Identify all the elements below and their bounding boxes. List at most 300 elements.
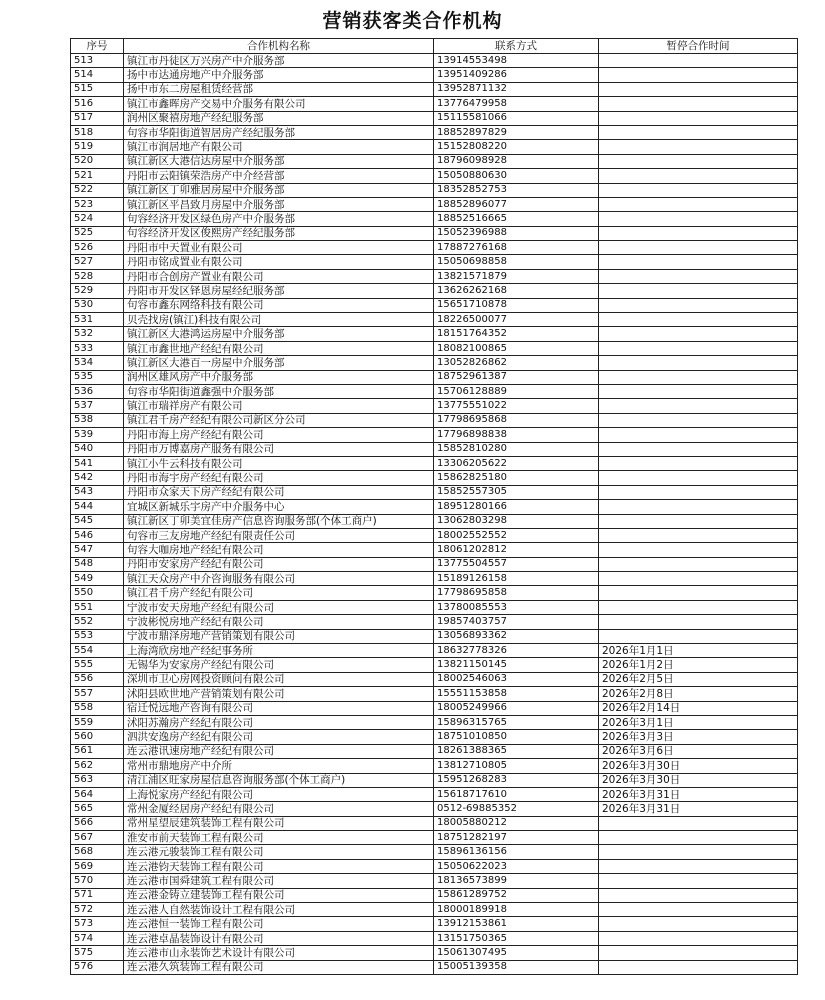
- cell-suspend-date: [599, 284, 798, 298]
- cell-contact: 15706128889: [434, 384, 599, 398]
- cell-contact: 18632778326: [434, 644, 599, 658]
- cell-index: 548: [71, 557, 124, 571]
- table-row: [71, 54, 798, 68]
- cell-org-name: 丹阳市合创房产置业有限公司: [124, 269, 434, 283]
- table-row: [71, 874, 798, 888]
- cell-suspend-date: [599, 931, 798, 945]
- cell-org-name: 宿迁悦远地产咨询有限公司: [124, 701, 434, 715]
- cell-contact: 18751010850: [434, 730, 599, 744]
- cell-org-name: 连云港卓晶装饰设计有限公司: [124, 931, 434, 945]
- cell-suspend-date: 2026年3月30日: [599, 773, 798, 787]
- cell-suspend-date: [599, 528, 798, 542]
- cell-org-name: 句容经济开发区绿色房产中介服务部: [124, 212, 434, 226]
- cell-index: 569: [71, 859, 124, 873]
- table-row: [71, 413, 798, 427]
- cell-suspend-date: [599, 615, 798, 629]
- cell-index: 566: [71, 816, 124, 830]
- cell-index: 513: [71, 54, 124, 68]
- cell-index: 534: [71, 356, 124, 370]
- cell-suspend-date: 2026年3月6日: [599, 744, 798, 758]
- cell-suspend-date: [599, 341, 798, 355]
- cell-org-name: 丹阳市开发区铎恩房屋经纪服务部: [124, 284, 434, 298]
- cell-suspend-date: 2026年2月14日: [599, 701, 798, 715]
- cell-index: 551: [71, 600, 124, 614]
- cell-org-name: 句容市三友房地产经纪有限责任公司: [124, 528, 434, 542]
- table-row: [71, 831, 798, 845]
- cell-org-name: 丹阳市中天置业有限公司: [124, 241, 434, 255]
- table-row: [71, 68, 798, 82]
- cell-index: 527: [71, 255, 124, 269]
- cell-suspend-date: [599, 298, 798, 312]
- cell-contact: 15861289752: [434, 888, 599, 902]
- cell-index: 565: [71, 802, 124, 816]
- table-row: [71, 557, 798, 571]
- table-row: [71, 399, 798, 413]
- cell-index: 573: [71, 917, 124, 931]
- cell-org-name: 连云港钧天装饰工程有限公司: [124, 859, 434, 873]
- cell-org-name: 丹阳市铭成置业有限公司: [124, 255, 434, 269]
- table-row: [71, 572, 798, 586]
- cell-suspend-date: [599, 111, 798, 125]
- cell-suspend-date: [599, 543, 798, 557]
- cell-org-name: 连云港讯速房地产经纪有限公司: [124, 744, 434, 758]
- cell-org-name: 镇江新区大港百一房屋中介服务部: [124, 356, 434, 370]
- cell-contact: 13052826862: [434, 356, 599, 370]
- cell-contact: 13780085553: [434, 600, 599, 614]
- cell-org-name: 扬中市达通房地产中介服务部: [124, 68, 434, 82]
- cell-index: 557: [71, 687, 124, 701]
- cell-contact: 17798695858: [434, 586, 599, 600]
- cell-suspend-date: [599, 874, 798, 888]
- table-row: [71, 644, 798, 658]
- cell-suspend-date: [599, 888, 798, 902]
- table-row: [71, 97, 798, 111]
- cell-suspend-date: [599, 514, 798, 528]
- cell-contact: 15896315765: [434, 715, 599, 729]
- cell-contact: 13951409286: [434, 68, 599, 82]
- cell-contact: 13306205622: [434, 456, 599, 470]
- cell-contact: 15052396988: [434, 226, 599, 240]
- cell-contact: 13151750365: [434, 931, 599, 945]
- cell-suspend-date: [599, 428, 798, 442]
- cell-index: 543: [71, 485, 124, 499]
- cell-contact: 15050622023: [434, 859, 599, 873]
- cell-contact: 18352852753: [434, 183, 599, 197]
- cell-index: 553: [71, 629, 124, 643]
- cell-suspend-date: [599, 859, 798, 873]
- table-row: [71, 672, 798, 686]
- cell-index: 564: [71, 787, 124, 801]
- cell-suspend-date: [599, 629, 798, 643]
- cell-index: 531: [71, 313, 124, 327]
- cell-suspend-date: [599, 255, 798, 269]
- cell-index: 525: [71, 226, 124, 240]
- cell-index: 544: [71, 500, 124, 514]
- cell-suspend-date: [599, 831, 798, 845]
- cell-org-name: 丹阳市安家房产经纪有限公司: [124, 557, 434, 571]
- cell-org-name: 泗洪安逸房产经纪有限公司: [124, 730, 434, 744]
- cell-contact: 13821150145: [434, 658, 599, 672]
- table-row: [71, 111, 798, 125]
- cell-index: 558: [71, 701, 124, 715]
- cell-index: 555: [71, 658, 124, 672]
- cell-index: 520: [71, 154, 124, 168]
- table-row: [71, 859, 798, 873]
- cell-org-name: 深圳市卫心房网投资顾问有限公司: [124, 672, 434, 686]
- cell-index: 547: [71, 543, 124, 557]
- cell-contact: 13775504557: [434, 557, 599, 571]
- cell-org-name: 沭阳苏瀚房产经纪有限公司: [124, 715, 434, 729]
- cell-org-name: 镇江君千房产经纪有限公司新区分公司: [124, 413, 434, 427]
- cell-contact: 15852810280: [434, 442, 599, 456]
- cell-suspend-date: [599, 140, 798, 154]
- cell-contact: 18136573899: [434, 874, 599, 888]
- cell-contact: 13821571879: [434, 269, 599, 283]
- cell-index: 574: [71, 931, 124, 945]
- cell-suspend-date: [599, 370, 798, 384]
- cell-suspend-date: [599, 212, 798, 226]
- table-row: [71, 82, 798, 96]
- cell-suspend-date: [599, 169, 798, 183]
- table-row: [71, 701, 798, 715]
- table-row: [71, 384, 798, 398]
- cell-org-name: 贝壳找房(镇江)科技有限公司: [124, 313, 434, 327]
- cell-org-name: 句容市鑫东网络科技有限公司: [124, 298, 434, 312]
- cell-index: 518: [71, 125, 124, 139]
- cell-index: 576: [71, 960, 124, 974]
- cell-contact: 15050880630: [434, 169, 599, 183]
- cell-suspend-date: 2026年3月1日: [599, 715, 798, 729]
- cell-org-name: 常州星望辰建筑装饰工程有限公司: [124, 816, 434, 830]
- cell-contact: 18796098928: [434, 154, 599, 168]
- cell-contact: 13626262168: [434, 284, 599, 298]
- cell-contact: 17798695868: [434, 413, 599, 427]
- table-row: [71, 744, 798, 758]
- table-row: [71, 615, 798, 629]
- cell-org-name: 镇江新区平昌致月房屋中介服务部: [124, 197, 434, 211]
- cell-suspend-date: 2026年3月3日: [599, 730, 798, 744]
- cell-index: 549: [71, 572, 124, 586]
- cell-org-name: 扬中市东二房屋租赁经营部: [124, 82, 434, 96]
- cell-suspend-date: [599, 500, 798, 514]
- cell-contact: 15896136156: [434, 845, 599, 859]
- cell-contact: 13062803298: [434, 514, 599, 528]
- cell-index: 536: [71, 384, 124, 398]
- cell-suspend-date: [599, 97, 798, 111]
- cell-contact: 13812710805: [434, 759, 599, 773]
- cell-index: 560: [71, 730, 124, 744]
- cell-index: 563: [71, 773, 124, 787]
- cell-org-name: 常州金厦经居房产经纪有限公司: [124, 802, 434, 816]
- cell-index: 526: [71, 241, 124, 255]
- cell-suspend-date: [599, 384, 798, 398]
- cell-index: 541: [71, 456, 124, 470]
- table-row: [71, 456, 798, 470]
- cell-contact: 17796898838: [434, 428, 599, 442]
- cell-suspend-date: [599, 197, 798, 211]
- cell-org-name: 镇江天众房产中介咨询服务有限公司: [124, 572, 434, 586]
- cell-org-name: 润州区聚禧房地产经纪服务部: [124, 111, 434, 125]
- cell-index: 550: [71, 586, 124, 600]
- cell-index: 539: [71, 428, 124, 442]
- table-row: [71, 140, 798, 154]
- cell-contact: 18151764352: [434, 327, 599, 341]
- cell-index: 562: [71, 759, 124, 773]
- cell-org-name: 无锡华为安家房产经纪有限公司: [124, 658, 434, 672]
- cell-suspend-date: [599, 903, 798, 917]
- cell-index: 546: [71, 528, 124, 542]
- cell-org-name: 镇江君千房产经纪有限公司: [124, 586, 434, 600]
- table-row: [71, 241, 798, 255]
- cell-org-name: 上海悦家房产经纪有限公司: [124, 787, 434, 801]
- table-row: [71, 327, 798, 341]
- cell-suspend-date: [599, 471, 798, 485]
- cell-suspend-date: [599, 586, 798, 600]
- cell-org-name: 宁波市安天房地产经纪有限公司: [124, 600, 434, 614]
- cell-org-name: 句容市华阳街道智居房产经纪服务部: [124, 125, 434, 139]
- cell-suspend-date: [599, 960, 798, 974]
- cell-index: 537: [71, 399, 124, 413]
- cell-contact: 13776479958: [434, 97, 599, 111]
- cell-org-name: 宁波市鼎泽房地产营销策划有限公司: [124, 629, 434, 643]
- cell-suspend-date: [599, 82, 798, 96]
- table-row: [71, 903, 798, 917]
- table-row: [71, 442, 798, 456]
- cell-org-name: 丹阳市万博嘉房产服务有限公司: [124, 442, 434, 456]
- cell-org-name: 连云港人自然装饰设计工程有限公司: [124, 903, 434, 917]
- cell-index: 545: [71, 514, 124, 528]
- cell-org-name: 镇江市丹徒区万兴房产中介服务部: [124, 54, 434, 68]
- cell-contact: 18082100865: [434, 341, 599, 355]
- cell-contact: 15050698858: [434, 255, 599, 269]
- partner-table: [70, 38, 798, 975]
- cell-suspend-date: 2026年3月30日: [599, 759, 798, 773]
- table-row: [71, 917, 798, 931]
- cell-suspend-date: [599, 399, 798, 413]
- cell-contact: 15862825180: [434, 471, 599, 485]
- cell-contact: 15551153858: [434, 687, 599, 701]
- cell-contact: 18005880212: [434, 816, 599, 830]
- cell-suspend-date: [599, 313, 798, 327]
- table-row: [71, 687, 798, 701]
- cell-org-name: 句容大咖房地产经纪有限公司: [124, 543, 434, 557]
- cell-index: 524: [71, 212, 124, 226]
- cell-index: 532: [71, 327, 124, 341]
- cell-org-name: 常州市鼎地房产中介所: [124, 759, 434, 773]
- cell-index: 572: [71, 903, 124, 917]
- header-index: 序号: [71, 39, 124, 54]
- cell-contact: 18752961387: [434, 370, 599, 384]
- cell-suspend-date: [599, 456, 798, 470]
- cell-index: 533: [71, 341, 124, 355]
- cell-contact: 13775551022: [434, 399, 599, 413]
- cell-suspend-date: [599, 845, 798, 859]
- cell-contact: 15651710878: [434, 298, 599, 312]
- header-org-name: 合作机构名称: [124, 39, 434, 54]
- cell-suspend-date: [599, 442, 798, 456]
- table-row: [71, 500, 798, 514]
- cell-suspend-date: [599, 154, 798, 168]
- table-row: [71, 298, 798, 312]
- table-row: [71, 212, 798, 226]
- cell-suspend-date: 2026年2月8日: [599, 687, 798, 701]
- table-row: [71, 888, 798, 902]
- table-row: [71, 169, 798, 183]
- cell-org-name: 镇江市鑫晖房产交易中介服务有限公司: [124, 97, 434, 111]
- table-row: [71, 428, 798, 442]
- table-row: [71, 125, 798, 139]
- cell-org-name: 宁波彬悦房地产经纪有限公司: [124, 615, 434, 629]
- cell-suspend-date: 2026年1月2日: [599, 658, 798, 672]
- cell-suspend-date: [599, 557, 798, 571]
- cell-org-name: 上海湾欣房地产经纪事务所: [124, 644, 434, 658]
- header-suspend-date: 暂停合作时间: [599, 39, 798, 54]
- cell-contact: 18000189918: [434, 903, 599, 917]
- cell-index: 567: [71, 831, 124, 845]
- cell-index: 570: [71, 874, 124, 888]
- cell-contact: 15951268283: [434, 773, 599, 787]
- cell-suspend-date: [599, 269, 798, 283]
- cell-org-name: 连云港市国舜建筑工程有限公司: [124, 874, 434, 888]
- table-row: [71, 946, 798, 960]
- table-row: [71, 226, 798, 240]
- cell-contact: 15852557305: [434, 485, 599, 499]
- cell-org-name: 镇江市润居地产有限公司: [124, 140, 434, 154]
- cell-org-name: 丹阳市海宇房产经纪有限公司: [124, 471, 434, 485]
- table-row: [71, 255, 798, 269]
- cell-suspend-date: [599, 600, 798, 614]
- table-row: [71, 816, 798, 830]
- table-row: [71, 341, 798, 355]
- cell-org-name: 镇江新区大港信达房屋中介服务部: [124, 154, 434, 168]
- table-row: [71, 313, 798, 327]
- cell-contact: 18852897829: [434, 125, 599, 139]
- table-row: [71, 600, 798, 614]
- cell-index: 514: [71, 68, 124, 82]
- cell-contact: 0512-69885352: [434, 802, 599, 816]
- table-header-row: [71, 39, 798, 54]
- cell-suspend-date: [599, 183, 798, 197]
- cell-index: 521: [71, 169, 124, 183]
- cell-contact: 18226500077: [434, 313, 599, 327]
- cell-contact: 18261388365: [434, 744, 599, 758]
- cell-suspend-date: [599, 241, 798, 255]
- cell-org-name: 丹阳市云阳镇荣浩房产中介经营部: [124, 169, 434, 183]
- cell-suspend-date: [599, 485, 798, 499]
- cell-org-name: 沭阳县欧世地产营销策划有限公司: [124, 687, 434, 701]
- table-row: [71, 845, 798, 859]
- cell-contact: 13952871132: [434, 82, 599, 96]
- cell-contact: 13914553498: [434, 54, 599, 68]
- cell-suspend-date: [599, 54, 798, 68]
- cell-contact: 15152808220: [434, 140, 599, 154]
- cell-org-name: 连云港恒一装饰工程有限公司: [124, 917, 434, 931]
- cell-index: 561: [71, 744, 124, 758]
- cell-suspend-date: 2026年1月1日: [599, 644, 798, 658]
- cell-org-name: 句容经济开发区俊熙房产经纪服务部: [124, 226, 434, 240]
- table-row: [71, 802, 798, 816]
- cell-index: 523: [71, 197, 124, 211]
- table-row: [71, 629, 798, 643]
- table-row: [71, 658, 798, 672]
- cell-suspend-date: [599, 572, 798, 586]
- table-row: [71, 514, 798, 528]
- table-row: [71, 715, 798, 729]
- cell-index: 568: [71, 845, 124, 859]
- cell-index: 538: [71, 413, 124, 427]
- cell-suspend-date: [599, 413, 798, 427]
- header-contact: 联系方式: [434, 39, 599, 54]
- table-row: [71, 773, 798, 787]
- table-row: [71, 197, 798, 211]
- cell-contact: 13912153861: [434, 917, 599, 931]
- cell-index: 530: [71, 298, 124, 312]
- table-row: [71, 528, 798, 542]
- cell-contact: 15005139358: [434, 960, 599, 974]
- table-row: [71, 960, 798, 974]
- table-row: [71, 759, 798, 773]
- cell-index: 552: [71, 615, 124, 629]
- page-title: 营销获客类合作机构: [322, 10, 503, 32]
- cell-contact: 15061307495: [434, 946, 599, 960]
- cell-index: 529: [71, 284, 124, 298]
- table-row: [71, 787, 798, 801]
- cell-contact: 15618717610: [434, 787, 599, 801]
- cell-org-name: 淮安市前天装饰工程有限公司: [124, 831, 434, 845]
- cell-index: 559: [71, 715, 124, 729]
- cell-org-name: 丹阳市众家天下房产经纪有限公司: [124, 485, 434, 499]
- table-row: [71, 485, 798, 499]
- cell-index: 516: [71, 97, 124, 111]
- table-row: [71, 183, 798, 197]
- cell-org-name: 润州区雄风房产中介服务部: [124, 370, 434, 384]
- cell-index: 522: [71, 183, 124, 197]
- cell-index: 575: [71, 946, 124, 960]
- cell-suspend-date: [599, 946, 798, 960]
- cell-index: 515: [71, 82, 124, 96]
- table-row: [71, 471, 798, 485]
- cell-contact: 15115581066: [434, 111, 599, 125]
- cell-contact: 18951280166: [434, 500, 599, 514]
- cell-org-name: 镇江市鑫世地产经纪有限公司: [124, 341, 434, 355]
- cell-org-name: 连云港元骏装饰工程有限公司: [124, 845, 434, 859]
- cell-suspend-date: 2026年3月31日: [599, 787, 798, 801]
- table-row: [71, 154, 798, 168]
- cell-index: 517: [71, 111, 124, 125]
- table-row: [71, 931, 798, 945]
- cell-contact: 18852516665: [434, 212, 599, 226]
- table-row: [71, 370, 798, 384]
- cell-contact: 18002546063: [434, 672, 599, 686]
- cell-org-name: 宜城区新城乐宇房产中介服务中心: [124, 500, 434, 514]
- table-row: [71, 284, 798, 298]
- cell-org-name: 镇江新区大港鸿运房屋中介服务部: [124, 327, 434, 341]
- cell-contact: 15189126158: [434, 572, 599, 586]
- cell-contact: 13056893362: [434, 629, 599, 643]
- cell-contact: 18002552552: [434, 528, 599, 542]
- cell-suspend-date: 2026年3月31日: [599, 802, 798, 816]
- cell-org-name: 连云港金铸立建装饰工程有限公司: [124, 888, 434, 902]
- cell-index: 535: [71, 370, 124, 384]
- cell-org-name: 镇江新区丁卯美宜佳房产信息咨询服务部(个体工商户): [124, 514, 434, 528]
- cell-contact: 18005249966: [434, 701, 599, 715]
- cell-contact: 18852896077: [434, 197, 599, 211]
- cell-index: 528: [71, 269, 124, 283]
- table-row: [71, 269, 798, 283]
- cell-contact: 19857403757: [434, 615, 599, 629]
- cell-index: 556: [71, 672, 124, 686]
- cell-org-name: 清江浦区旺家房屋信息咨询服务部(个体工商户): [124, 773, 434, 787]
